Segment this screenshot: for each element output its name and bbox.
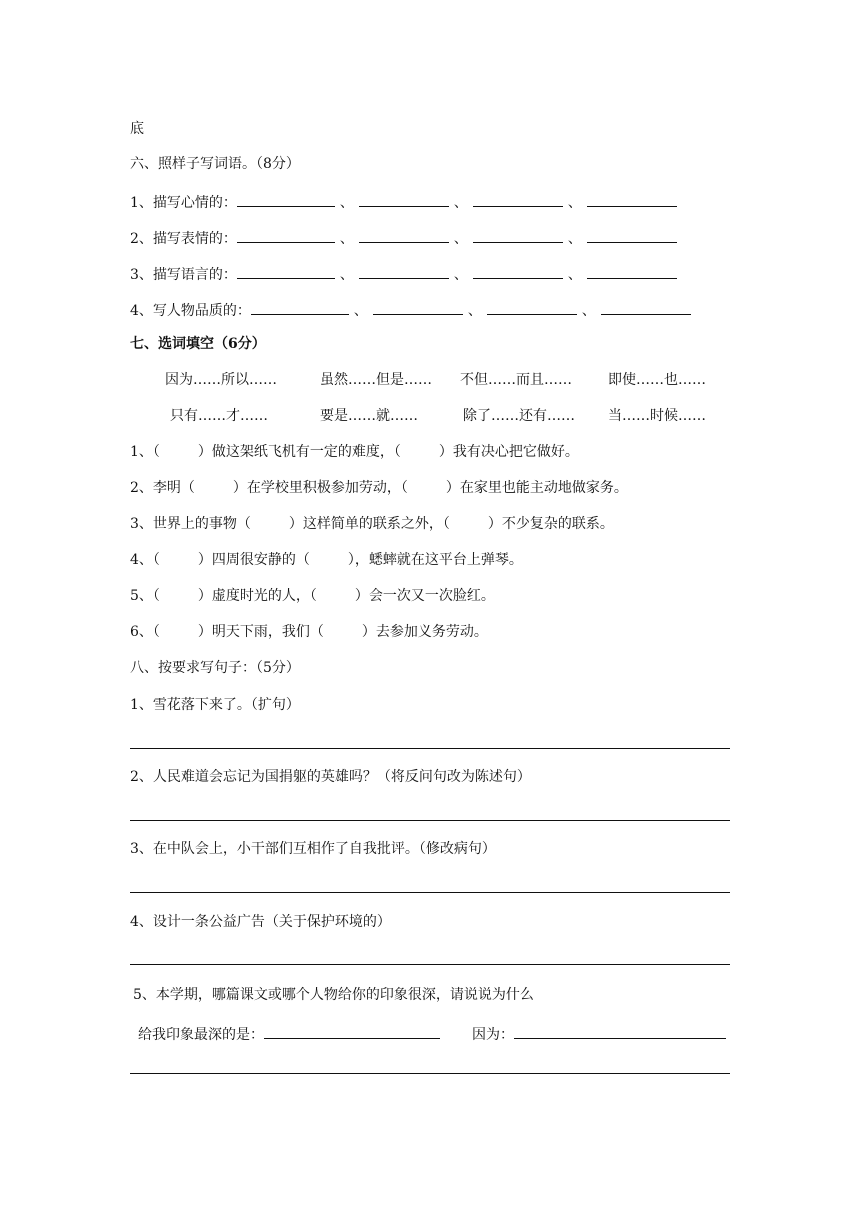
answer-line[interactable]: [130, 748, 730, 749]
section-6-title: 六、照样子写词语。（8分）: [130, 156, 300, 172]
answer-line[interactable]: [130, 892, 730, 893]
section-8-title: 八、按要求写句子：（5分）: [130, 660, 300, 676]
impression-label: 给我印象最深的是：: [138, 1027, 264, 1043]
sentence-question-1: 1、雪花落下来了。（扩句）: [130, 697, 300, 713]
fill-question-4: 4、（ ）四周很安静的（ ），蟋蟀就在这平台上弹琴。: [130, 552, 523, 568]
answer-line[interactable]: [130, 1073, 730, 1074]
page-fragment: 底: [130, 121, 144, 137]
sec6-item-1: 1、描写心情的： 、 、 、: [130, 192, 677, 212]
fill-question-5: 5、（ ）虚度时光的人，（ ）会一次又一次脸红。: [130, 588, 495, 604]
word-option: 只有……才……: [170, 408, 268, 424]
sec6-item-2: 2、描写表情的： 、 、 、: [130, 228, 677, 248]
answer-blank[interactable]: [587, 264, 677, 279]
sec6-item-4: 4、写人物品质的： 、 、 、: [130, 300, 691, 320]
answer-blank[interactable]: [473, 192, 563, 207]
answer-blank[interactable]: [487, 300, 577, 315]
sentence-question-4: 4、设计一条公益广告（关于保护环境的）: [130, 914, 391, 930]
word-option: 要是……就……: [320, 408, 418, 424]
word-option: 虽然……但是……: [320, 372, 432, 388]
answer-blank[interactable]: [587, 228, 677, 243]
answer-blank[interactable]: [237, 192, 335, 207]
answer-blank[interactable]: [587, 192, 677, 207]
sentence-question-5: 5、本学期，哪篇课文或哪个人物给你的印象很深，请说说为什么: [133, 987, 534, 1003]
answer-blank[interactable]: [601, 300, 691, 315]
word-option: 当……时候……: [608, 408, 706, 424]
answer-blank[interactable]: [251, 300, 349, 315]
word-option: 不但……而且……: [460, 372, 572, 388]
fill-question-1: 1、（ ）做这架纸飞机有一定的难度，（ ）我有决心把它做好。: [130, 444, 579, 460]
answer-blank[interactable]: [373, 300, 463, 315]
impression-blank[interactable]: [264, 1024, 440, 1039]
answer-blank[interactable]: [237, 228, 335, 243]
answer-blank[interactable]: [237, 264, 335, 279]
sentence-question-3: 3、在中队会上，小干部们互相作了自我批评。（修改病句）: [130, 841, 496, 857]
word-option: 除了……还有……: [463, 408, 575, 424]
fill-question-3: 3、世界上的事物（ ）这样简单的联系之外，（ ）不少复杂的联系。: [130, 516, 614, 532]
reason-blank[interactable]: [514, 1024, 726, 1039]
answer-blank[interactable]: [359, 264, 449, 279]
impression-line: [138, 1024, 440, 1044]
reason-line: [472, 1024, 726, 1044]
fill-question-6: 6、（ ）明天下雨，我们（ ）去参加义务劳动。: [130, 624, 488, 640]
fill-question-2: 2、李明（ ）在学校里积极参加劳动，（ ）在家里也能主动地做家务。: [130, 480, 628, 496]
word-option: 因为……所以……: [165, 372, 277, 388]
reason-label: 因为：: [472, 1027, 514, 1043]
word-option: 即使……也……: [608, 372, 706, 388]
answer-line[interactable]: [130, 820, 730, 821]
answer-blank[interactable]: [359, 192, 449, 207]
answer-blank[interactable]: [473, 228, 563, 243]
section-7-title: 七、选词填空（6分）: [130, 336, 266, 352]
sec6-item-3: 3、描写语言的： 、 、 、: [130, 264, 677, 284]
sentence-question-2: 2、人民难道会忘记为国捐躯的英雄吗？（将反问句改为陈述句）: [130, 769, 531, 785]
answer-blank[interactable]: [359, 228, 449, 243]
answer-blank[interactable]: [473, 264, 563, 279]
answer-line[interactable]: [130, 964, 730, 965]
